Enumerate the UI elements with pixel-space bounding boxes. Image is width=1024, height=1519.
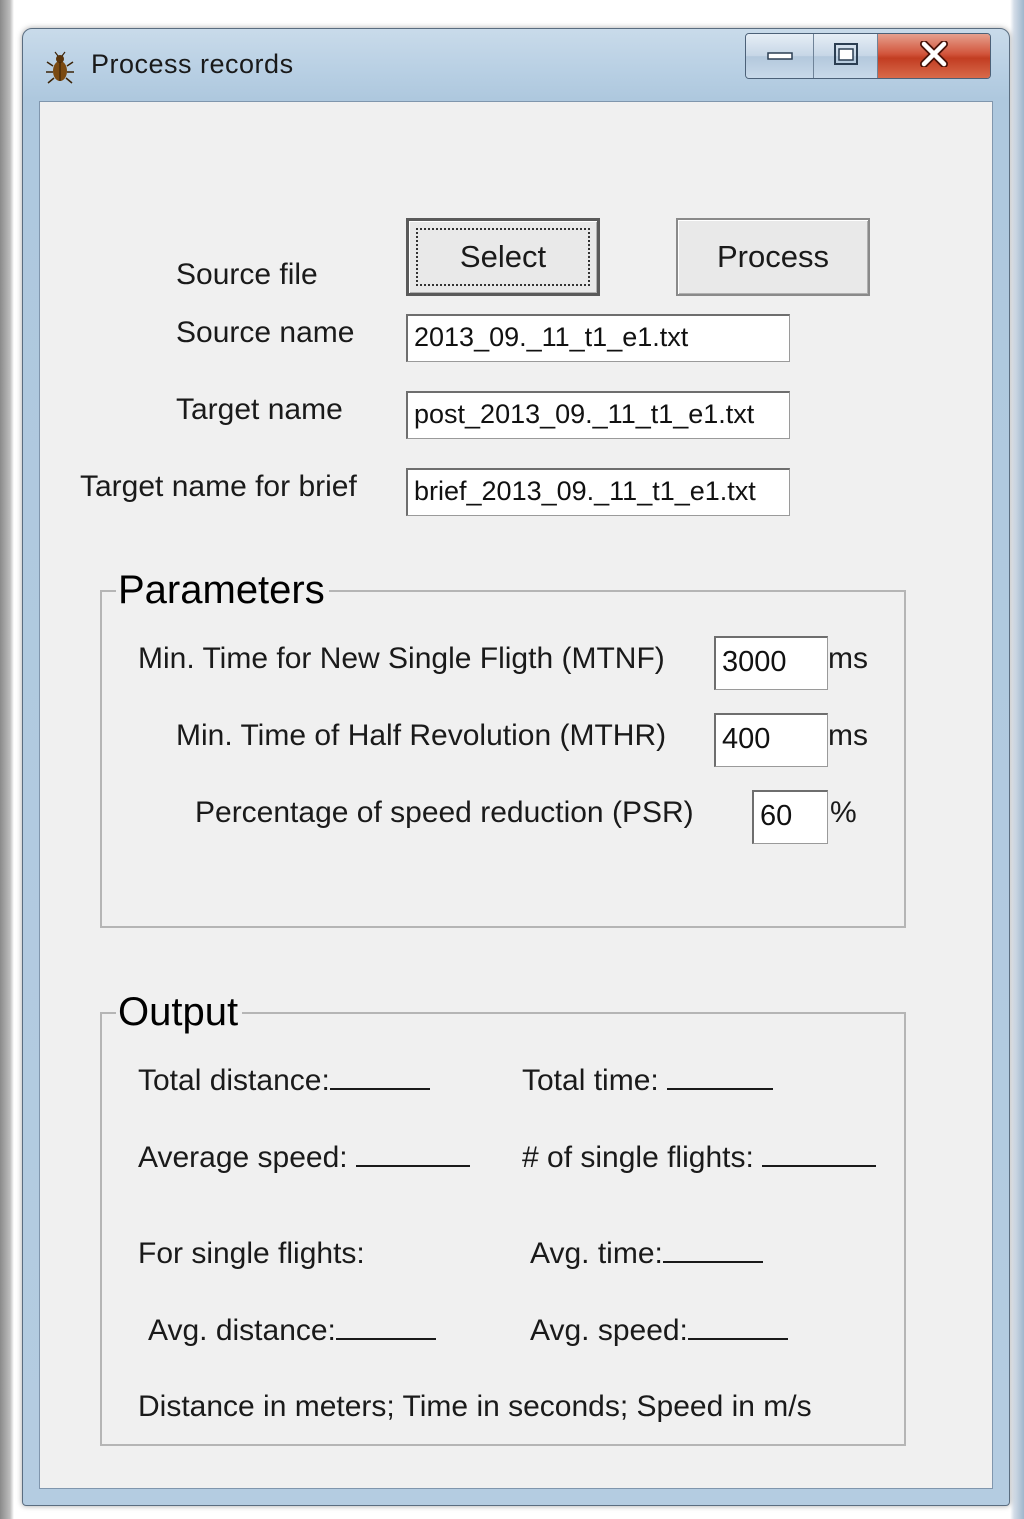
source-name-label: Source name — [176, 316, 355, 349]
close-icon — [919, 41, 949, 72]
caption-buttons — [745, 33, 991, 79]
avg-speed-row — [530, 1314, 788, 1348]
target-name-label: Target name — [176, 393, 343, 426]
source-name-field[interactable]: 2013_09._11_t1_e1.txt — [406, 314, 790, 362]
psr-field[interactable]: 60 — [752, 790, 828, 844]
avg-time-label: Avg. time: — [530, 1237, 663, 1270]
single-flights-count-label: # of single flights: — [522, 1141, 754, 1174]
avg-speed-value — [688, 1314, 788, 1340]
minimize-button[interactable] — [746, 34, 814, 78]
total-distance-value — [330, 1064, 430, 1090]
total-distance-label: Total distance: — [138, 1064, 330, 1097]
select-button-label: Select — [459, 239, 547, 274]
target-name-field[interactable]: post_2013_09._11_t1_e1.txt — [406, 391, 790, 439]
single-flights-count-value — [762, 1141, 876, 1167]
select-button[interactable] — [406, 218, 600, 296]
output-title: Output — [116, 990, 242, 1035]
mtnf-field[interactable]: 3000 — [714, 636, 828, 690]
source-file-label: Source file — [176, 258, 318, 291]
total-time-row — [522, 1064, 773, 1098]
total-time-value — [667, 1064, 773, 1090]
focus-ring — [416, 228, 590, 286]
window-title: Process records — [91, 49, 294, 79]
units-note: Distance in meters; Time in seconds; Speed in m/s — [138, 1390, 812, 1423]
close-button[interactable] — [878, 34, 990, 78]
avg-distance-row — [148, 1314, 436, 1348]
mthr-label: Min. Time of Half Revolution (MTHR) — [176, 719, 667, 752]
mtnf-label: Min. Time for New Single Fligth (MTNF) — [138, 642, 665, 675]
process-records-window — [22, 28, 1010, 1506]
average-speed-value — [356, 1141, 470, 1167]
total-time-label: Total time: — [522, 1064, 659, 1097]
minimize-icon — [767, 47, 793, 66]
brief-target-name-field[interactable]: brief_2013_09._11_t1_e1.txt — [406, 468, 790, 516]
parameters-title: Parameters — [116, 568, 329, 613]
average-speed-row — [138, 1141, 470, 1175]
psr-label: Percentage of speed reduction (PSR) — [195, 796, 694, 829]
avg-distance-label: Avg. distance: — [148, 1314, 336, 1347]
avg-distance-value — [336, 1314, 436, 1340]
avg-time-row — [530, 1237, 763, 1271]
average-speed-label: Average speed: — [138, 1141, 348, 1174]
maximize-icon — [833, 42, 859, 71]
process-button-label: Process — [717, 239, 829, 274]
mthr-field[interactable]: 400 — [714, 713, 828, 767]
mthr-unit: ms — [828, 719, 868, 752]
window-client-area — [39, 101, 993, 1489]
process-button[interactable] — [676, 218, 870, 296]
title-bar[interactable] — [23, 29, 1009, 101]
psr-unit: % — [830, 796, 857, 829]
beetle-icon — [45, 51, 75, 85]
for-single-flights-label: For single flights: — [138, 1237, 365, 1270]
avg-time-value — [663, 1237, 763, 1263]
single-flights-count-row — [522, 1141, 876, 1175]
total-distance-row — [138, 1064, 430, 1098]
brief-target-name-label: Target name for brief — [80, 470, 357, 503]
avg-speed-label: Avg. speed: — [530, 1314, 688, 1347]
maximize-button[interactable] — [814, 34, 878, 78]
mtnf-unit: ms — [828, 642, 868, 675]
